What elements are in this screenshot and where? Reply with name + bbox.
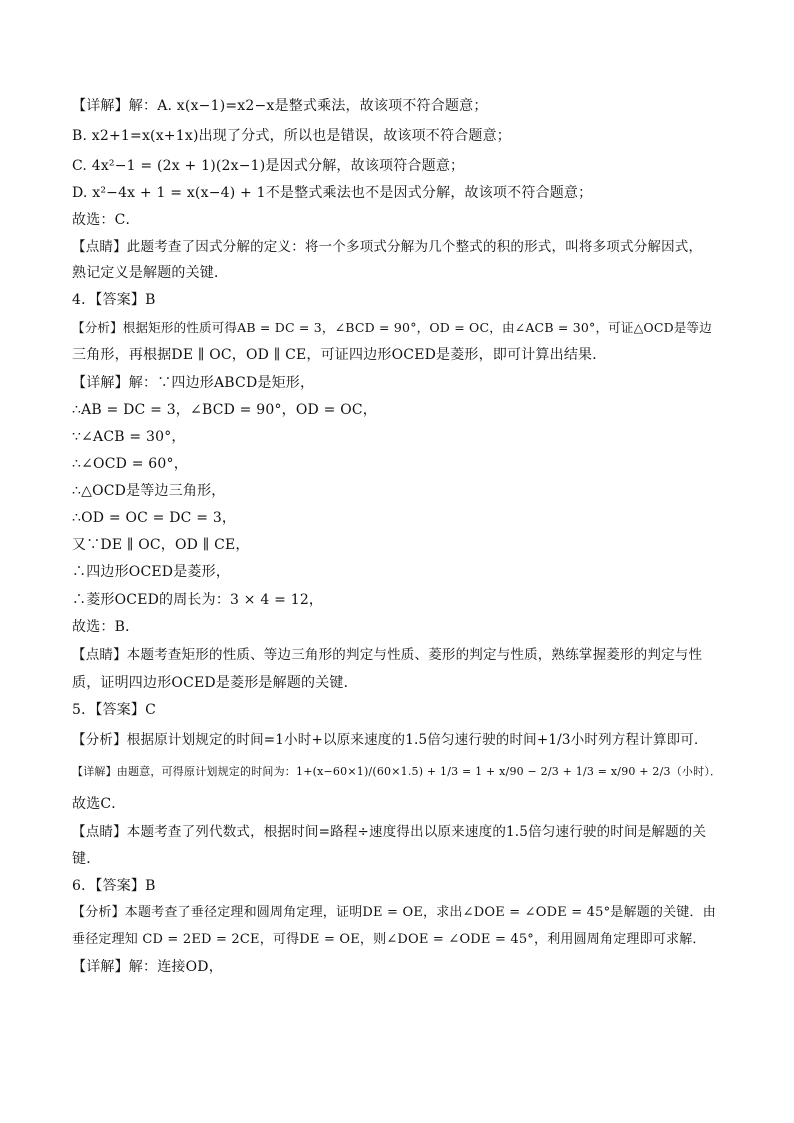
- text-line: ∴∠OCD = 60°，: [72, 456, 188, 472]
- text-line: ∵∠ACB = 30°，: [72, 429, 186, 445]
- answer-heading: 4．【答案】B: [72, 292, 156, 308]
- text-line: 【详解】由题意，可得原计划规定的时间为：1+(x−60×1)/(60×1.5) + 1/3 = 1 + x/90 − 2/3 + 1/3 = x/90 + 2/3（小时）．: [72, 765, 722, 778]
- text-line: 故选：C．: [72, 212, 140, 228]
- text-line: 【分析】本题考查了垂径定理和圆周角定理，证明DE = OE，求出∠DOE = ∠ODE = 45°是解题的关键．由: [72, 905, 716, 920]
- text-line: 【详解】解：A. x(x−1)=x2−x是整式乘法，故该项不符合题意；: [72, 98, 488, 114]
- text-line: 故选：B．: [72, 619, 140, 635]
- text-line: ∴OD = OC = DC = 3，: [72, 510, 237, 526]
- text-line: 【点睛】此题考查了因式分解的定义：将一个多项式分解为几个整式的积的形式，叫将多项式分解因式，: [72, 239, 703, 255]
- text-line: 熟记定义是解题的关键．: [72, 265, 229, 281]
- text-line: 三角形，再根据DE ∥ OC，OD ∥ CE，可证四边形OCED是菱形，即可计算出结果．: [72, 347, 607, 363]
- text-line: C. 4x²−1 = (2x + 1)(2x−1)是因式分解，故该项符合题意；: [72, 158, 465, 174]
- text-line: 又∵DE ∥ OC，OD ∥ CE，: [72, 537, 250, 553]
- text-line: 垂径定理知 CD = 2ED = 2CE，可得DE = OE，则∠DOE = ∠ODE = 45°，利用圆周角定理即可求解．: [72, 932, 706, 947]
- answer-heading: 6．【答案】B: [72, 878, 156, 894]
- text-line: 键．: [72, 851, 101, 867]
- text-line: ∴四边形OCED是菱形，: [72, 564, 231, 580]
- text-line: ∴△OCD是等边三角形，: [72, 483, 226, 499]
- text-line: ∴菱形OCED的周长为：3 × 4 = 12，: [72, 592, 324, 608]
- text-line: 【点睛】本题考查矩形的性质、等边三角形的判定与性质、菱形的判定与性质，熟练掌握菱形的判定与性: [72, 647, 703, 663]
- text-line: ∴AB = DC = 3，∠BCD = 90°，OD = OC，: [72, 402, 377, 418]
- text-line: 【详解】解：∵四边形ABCD是矩形，: [72, 375, 315, 391]
- text-line: D. x²−4x + 1 = x(x−4) + 1不是整式乘法也不是因式分解，故该项不符合题意；: [72, 185, 593, 201]
- text-line: 【详解】解：连接OD，: [72, 959, 223, 975]
- answer-heading: 5．【答案】C: [72, 702, 157, 718]
- text-line: B. x2+1=x(x+1x)出现了分式，所以也是错误，故该项不符合题意；: [72, 128, 512, 144]
- text-line: 【分析】根据矩形的性质可得AB = DC = 3，∠BCD = 90°，OD = OC，由∠ACB = 30°，可证△OCD是等边: [72, 320, 712, 335]
- text-line: 【分析】根据原计划规定的时间=1小时+以原来速度的1.5倍匀速行驶的时间+1/3小时列方程计算即可．: [72, 732, 708, 748]
- text-line: 质，证明四边形OCED是菱形是解题的关键．: [72, 675, 358, 691]
- text-line: 【点睛】本题考查了列代数式，根据时间=路程÷速度得出以原来速度的1.5倍匀速行驶的时间是解题的关: [72, 824, 707, 840]
- text-line: 故选C．: [72, 796, 126, 812]
